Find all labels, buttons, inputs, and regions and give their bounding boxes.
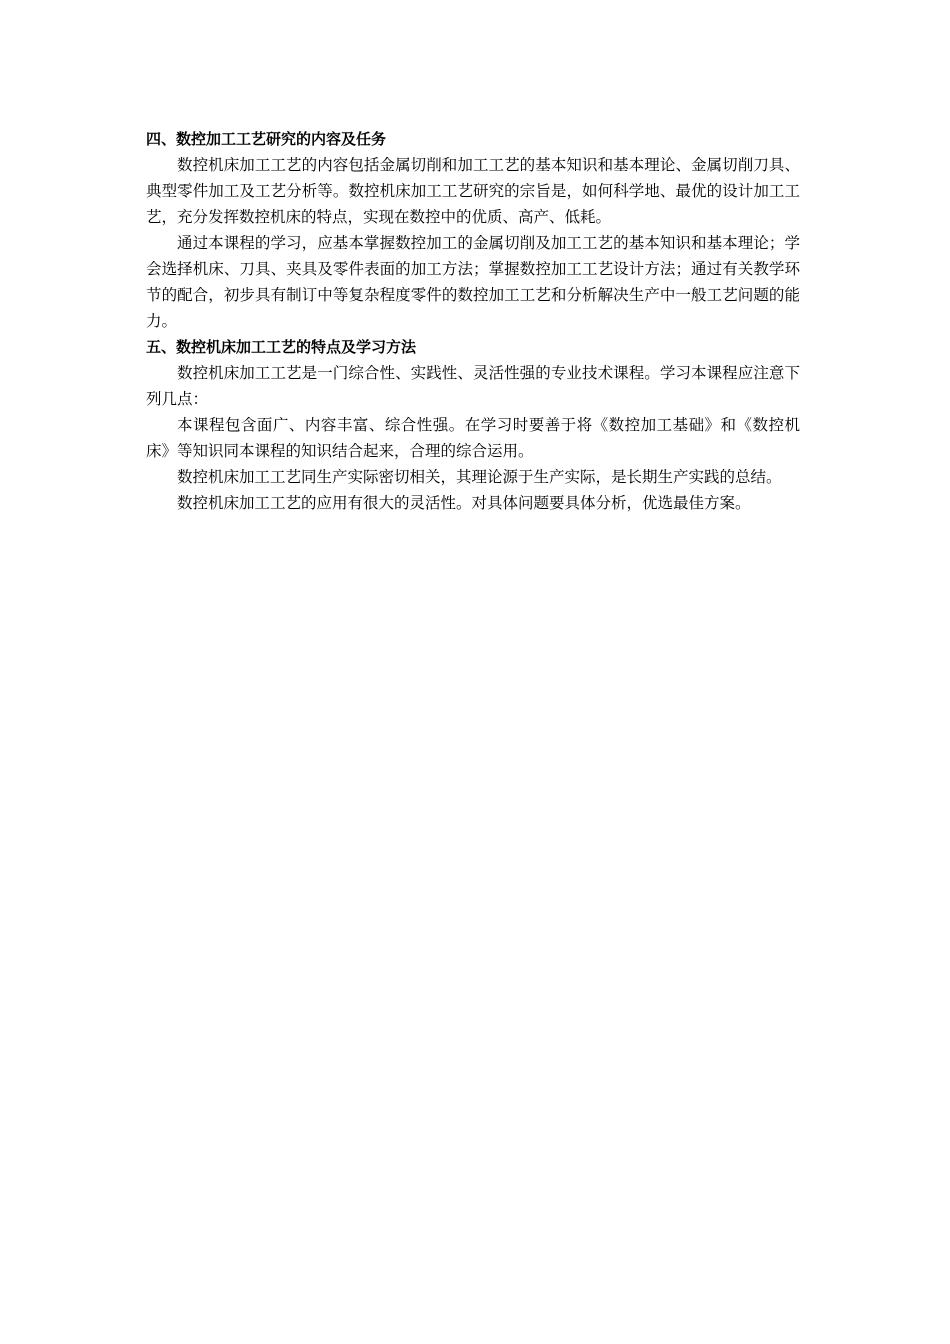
section-heading-5: 五、数控机床加工工艺的特点及学习方法 [146, 338, 417, 356]
paragraph: 本课程包含面广、内容丰富、综合性强。在学习时要善于将《数控加工基础》和《数控机床》等知识同本课程的知识结合起来，合理的综合运用。 [146, 416, 800, 460]
paragraph: 数控机床加工工艺同生产实际密切相关，其理论源于生产实际，是长期生产实践的总结。 [177, 468, 782, 486]
paragraph: 数控机床加工工艺的内容包括金属切削和加工工艺的基本知识和基本理论、金属切削刀具、典型零件加工及工艺分析等。数控机床加工工艺研究的宗旨是，如何科学地、最优的设计加工工艺，充分发挥数控机床的特点，实现在数控中的优质、高产、低耗。 [146, 156, 800, 226]
document-page [146, 126, 800, 516]
paragraph: 数控机床加工工艺的应用有很大的灵活性。对具体问题要具体分析，优选最佳方案。 [177, 494, 751, 512]
paragraph: 数控机床加工工艺是一门综合性、实践性、灵活性强的专业技术课程。学习本课程应注意下列几点： [146, 364, 800, 408]
paragraph: 通过本课程的学习，应基本掌握数控加工的金属切削及加工工艺的基本知识和基本理论；学会选择机床、刀具、夹具及零件表面的加工方法；掌握数控加工工艺设计方法；通过有关教学环节的配合，初步具有制订中等复杂程度零件的数控加工工艺和分析解决生产中一般工艺问题的能力。 [146, 234, 800, 330]
section-heading-4: 四、数控加工工艺研究的内容及任务 [146, 130, 387, 148]
